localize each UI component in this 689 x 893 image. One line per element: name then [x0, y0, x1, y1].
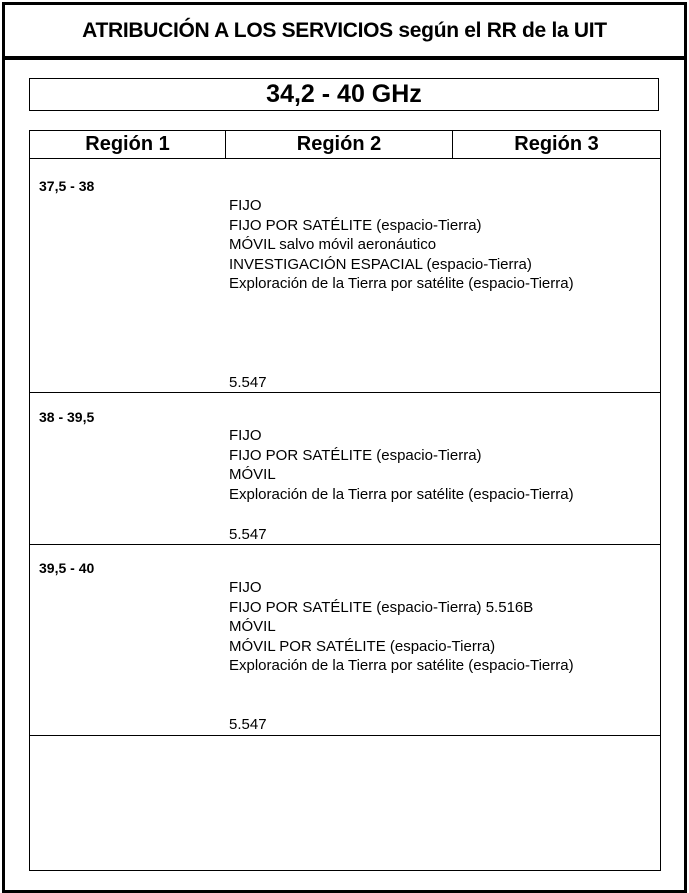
- service-item: INVESTIGACIÓN ESPACIAL (espacio-Tierra): [229, 255, 532, 273]
- service-list: [229, 426, 574, 504]
- row-footnote: 5.547: [229, 526, 267, 543]
- service-item: Exploración de la Tierra por satélite (espacio-Tierra): [229, 485, 574, 503]
- service-item: FIJO POR SATÉLITE (espacio-Tierra): [229, 446, 482, 464]
- row-divider: [30, 544, 660, 545]
- service-item: FIJO POR SATÉLITE (espacio-Tierra): [229, 216, 482, 234]
- row-band-label: 38 - 39,5: [39, 409, 95, 425]
- service-item: FIJO POR SATÉLITE (espacio-Tierra) 5.516B: [229, 598, 534, 616]
- service-item: MÓVIL: [229, 618, 276, 635]
- service-item: MÓVIL salvo móvil aeronáutico: [229, 236, 437, 253]
- service-item: MÓVIL: [229, 466, 276, 483]
- document-title: ATRIBUCIÓN A LOS SERVICIOS según el RR de la UIT: [5, 5, 684, 60]
- allocation-table: [29, 130, 661, 871]
- row-band-label: 37,5 - 38: [39, 178, 95, 194]
- service-item: Exploración de la Tierra por satélite (espacio-Tierra): [229, 275, 574, 292]
- row-divider: [30, 735, 660, 736]
- row-divider: [30, 392, 660, 393]
- row-footnote: 5.547: [229, 716, 267, 733]
- header-divider: [30, 158, 660, 159]
- row-footnote: 5.547: [229, 374, 267, 391]
- frequency-band-range: 34,2 - 40 GHz: [29, 78, 659, 111]
- header-region-3: Región 3: [514, 133, 599, 155]
- service-item: MÓVIL POR SATÉLITE (espacio-Tierra): [229, 637, 496, 655]
- row-band-label: 39,5 - 40: [39, 560, 95, 576]
- service-list: [229, 578, 574, 676]
- header-region-1: Región 1: [30, 131, 226, 158]
- service-list: [229, 196, 574, 294]
- service-item: Exploración de la Tierra por satélite (espacio-Tierra): [229, 657, 574, 674]
- service-item: FIJO: [229, 579, 262, 596]
- header-region-2: Región 2: [226, 131, 453, 158]
- service-item: FIJO: [229, 197, 262, 214]
- service-item: FIJO: [229, 427, 262, 444]
- allocation-document: [2, 2, 687, 893]
